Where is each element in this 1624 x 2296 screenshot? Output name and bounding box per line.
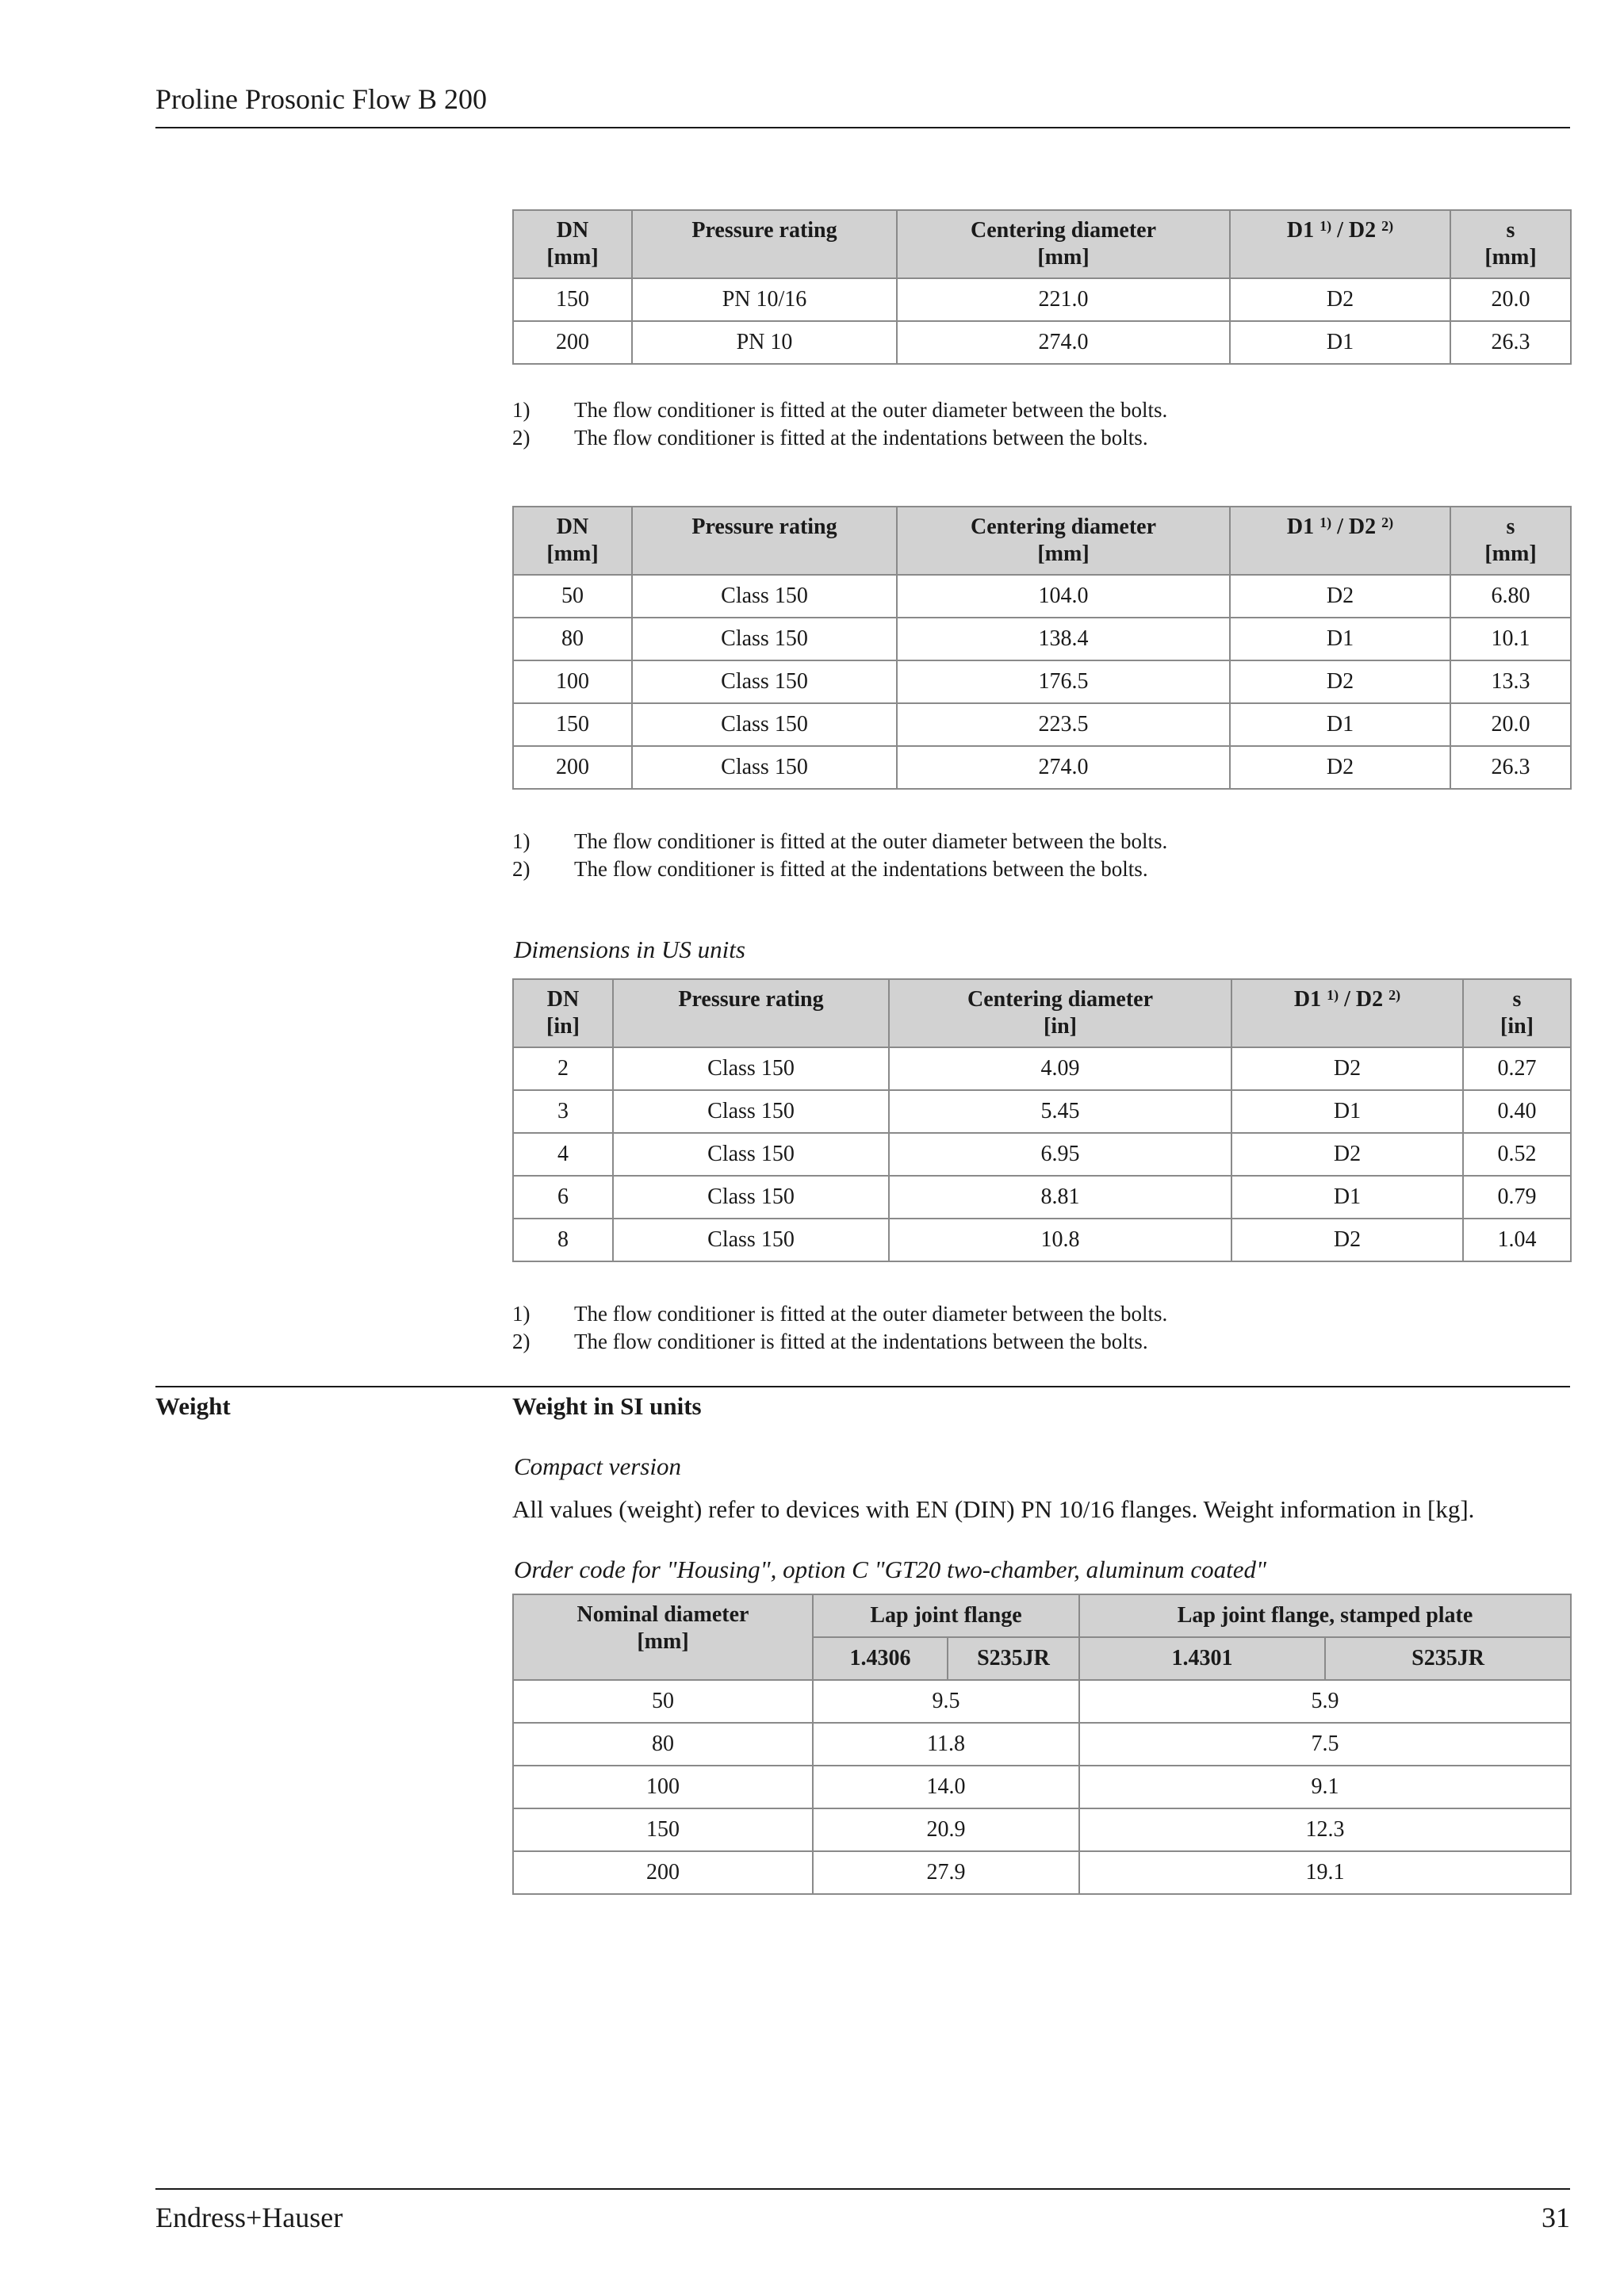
weight-table: [512, 1594, 1572, 1895]
cell: 4.09: [889, 1047, 1231, 1090]
cell: Class 150: [632, 618, 897, 660]
weight-section-title: Weight in SI units: [512, 1392, 702, 1420]
cell: 10.1: [1450, 618, 1571, 660]
cell: 200: [513, 321, 632, 364]
d1-d2-header: D1 $^{1)}$ / D2 $^{2)}$: [1230, 507, 1450, 575]
cell: 14.0: [813, 1766, 1079, 1808]
compact-version-label: Compact version: [514, 1452, 681, 1480]
footnote: 2) The flow conditioner is fitted at the indentations between the bolts.: [512, 857, 1148, 881]
lap-joint-header: Lap joint flange: [813, 1594, 1079, 1637]
footnote: 2) The flow conditioner is fitted at the indentations between the bolts.: [512, 1330, 1148, 1353]
table-row: [513, 746, 1571, 789]
cell: D1: [1230, 321, 1450, 364]
order-code-label: Order code for "Housing", option C "GT20 two-chamber, aluminum coated": [514, 1556, 1267, 1583]
cell: Class 150: [613, 1219, 889, 1261]
footnote: 1) The flow conditioner is fitted at the outer diameter between the bolts.: [512, 829, 1168, 853]
table-row: [513, 703, 1571, 746]
cell: D1: [1231, 1176, 1463, 1219]
cell: 1.04: [1463, 1219, 1571, 1261]
cell: Class 150: [613, 1047, 889, 1090]
dimensions-table-pn: [512, 209, 1572, 365]
table-row: [513, 1723, 1571, 1766]
material-header: 1.4301: [1079, 1637, 1325, 1680]
material-header: 1.4306: [813, 1637, 948, 1680]
d1-d2-header: D1 $^{1)}$ / D2 $^{2)}$: [1230, 210, 1450, 278]
cell: 274.0: [897, 321, 1230, 364]
cell: 20.0: [1450, 703, 1571, 746]
cell: 9.5: [813, 1680, 1079, 1723]
footnote: 1) The flow conditioner is fitted at the outer diameter between the bolts.: [512, 398, 1168, 422]
cell: 27.9: [813, 1851, 1079, 1894]
cell: 200: [513, 746, 632, 789]
table-header-row: [513, 507, 1571, 575]
cell: 0.52: [1463, 1133, 1571, 1176]
cell: D1: [1230, 703, 1450, 746]
cell: 5.9: [1079, 1680, 1571, 1723]
cell: 26.3: [1450, 321, 1571, 364]
table-row: [513, 278, 1571, 321]
cell: 221.0: [897, 278, 1230, 321]
cell: D2: [1231, 1133, 1463, 1176]
table-row: [513, 1047, 1571, 1090]
dn-header: DN [mm]: [513, 507, 632, 575]
us-units-label: Dimensions in US units: [514, 936, 745, 963]
cell: 0.27: [1463, 1047, 1571, 1090]
centering-header: Centering diameter [in]: [889, 979, 1231, 1047]
cell: 138.4: [897, 618, 1230, 660]
cell: Class 150: [632, 703, 897, 746]
cell: 104.0: [897, 575, 1230, 618]
cell: PN 10: [632, 321, 897, 364]
cell: D2: [1230, 575, 1450, 618]
section-rule: [155, 1386, 1570, 1387]
cell: 9.1: [1079, 1766, 1571, 1808]
table-row: [513, 1808, 1571, 1851]
cell: 7.5: [1079, 1723, 1571, 1766]
cell: 10.8: [889, 1219, 1231, 1261]
cell: Class 150: [613, 1090, 889, 1133]
cell: D1: [1231, 1090, 1463, 1133]
table-row: [513, 1680, 1571, 1723]
d1-d2-header: D1 $^{1)}$ / D2 $^{2)}$: [1231, 979, 1463, 1047]
cell: Class 150: [632, 575, 897, 618]
cell: D2: [1231, 1219, 1463, 1261]
table-row: [513, 1851, 1571, 1894]
cell: 20.0: [1450, 278, 1571, 321]
cell: Class 150: [632, 746, 897, 789]
header-rule: [155, 127, 1570, 128]
cell: 50: [513, 575, 632, 618]
cell: 150: [513, 1808, 813, 1851]
cell: 6: [513, 1176, 613, 1219]
cell: D2: [1230, 278, 1450, 321]
cell: 100: [513, 1766, 813, 1808]
table-row: [513, 1090, 1571, 1133]
cell: 4: [513, 1133, 613, 1176]
footer-brand: Endress+Hauser: [155, 2202, 343, 2233]
table-row: [513, 1176, 1571, 1219]
dn-header: DN [mm]: [513, 210, 632, 278]
cell: 100: [513, 660, 632, 703]
footer-rule: [155, 2188, 1570, 2190]
cell: 5.45: [889, 1090, 1231, 1133]
pressure-header: Pressure rating: [613, 979, 889, 1047]
header-title: Proline Prosonic Flow B 200: [155, 83, 488, 115]
cell: 0.79: [1463, 1176, 1571, 1219]
dimensions-table-class150-mm: [512, 506, 1572, 790]
dn-header: DN [in]: [513, 979, 613, 1047]
footnotes: [512, 1300, 1167, 1356]
cell: 80: [513, 618, 632, 660]
s-header: s [in]: [1463, 979, 1571, 1047]
cell: 150: [513, 278, 632, 321]
table-header-row: [513, 979, 1571, 1047]
cell: Class 150: [632, 660, 897, 703]
cell: Class 150: [613, 1176, 889, 1219]
cell: 8: [513, 1219, 613, 1261]
footnote: 2) The flow conditioner is fitted at the indentations between the bolts.: [512, 426, 1148, 450]
cell: 12.3: [1079, 1808, 1571, 1851]
table-row: [513, 1219, 1571, 1261]
cell: D2: [1231, 1047, 1463, 1090]
cell: 20.9: [813, 1808, 1079, 1851]
centering-header: Centering diameter [mm]: [897, 507, 1230, 575]
cell: D1: [1230, 618, 1450, 660]
material-header: S235JR: [1325, 1637, 1571, 1680]
cell: 3: [513, 1090, 613, 1133]
footnote: 1) The flow conditioner is fitted at the outer diameter between the bolts.: [512, 1302, 1168, 1326]
pressure-header: Pressure rating: [632, 210, 897, 278]
cell: 150: [513, 703, 632, 746]
table-header-row: [513, 1594, 1571, 1637]
cell: D2: [1230, 660, 1450, 703]
s-header: s [mm]: [1450, 507, 1571, 575]
dimensions-table-us: [512, 978, 1572, 1262]
cell: 6.80: [1450, 575, 1571, 618]
material-header: S235JR: [948, 1637, 1079, 1680]
centering-header: Centering diameter [mm]: [897, 210, 1230, 278]
cell: 223.5: [897, 703, 1230, 746]
weight-section-label: Weight: [155, 1392, 231, 1420]
nominal-diameter-header: Nominal diameter [mm]: [513, 1594, 813, 1680]
lap-joint-stamped-header: Lap joint flange, stamped plate: [1079, 1594, 1571, 1637]
table-row: [513, 575, 1571, 618]
cell: 50: [513, 1680, 813, 1723]
cell: 176.5: [897, 660, 1230, 703]
cell: 274.0: [897, 746, 1230, 789]
table-header-row: [513, 210, 1571, 278]
cell: 200: [513, 1851, 813, 1894]
page-number: 31: [1542, 2202, 1570, 2233]
cell: 2: [513, 1047, 613, 1090]
table-row: [513, 1133, 1571, 1176]
cell: 11.8: [813, 1723, 1079, 1766]
cell: D2: [1230, 746, 1450, 789]
cell: 19.1: [1079, 1851, 1571, 1894]
cell: 0.40: [1463, 1090, 1571, 1133]
table-row: [513, 618, 1571, 660]
table-row: [513, 660, 1571, 703]
footnotes: [512, 396, 1167, 452]
cell: 8.81: [889, 1176, 1231, 1219]
s-header: s [mm]: [1450, 210, 1571, 278]
cell: 13.3: [1450, 660, 1571, 703]
footnotes: [512, 828, 1167, 883]
cell: PN 10/16: [632, 278, 897, 321]
pressure-header: Pressure rating: [632, 507, 897, 575]
table-row: [513, 1766, 1571, 1808]
cell: 6.95: [889, 1133, 1231, 1176]
cell: 80: [513, 1723, 813, 1766]
cell: 26.3: [1450, 746, 1571, 789]
cell: Class 150: [613, 1133, 889, 1176]
table-row: [513, 321, 1571, 364]
weight-description: All values (weight) refer to devices with EN (DIN) PN 10/16 flanges. Weight information in [kg].: [512, 1495, 1475, 1523]
